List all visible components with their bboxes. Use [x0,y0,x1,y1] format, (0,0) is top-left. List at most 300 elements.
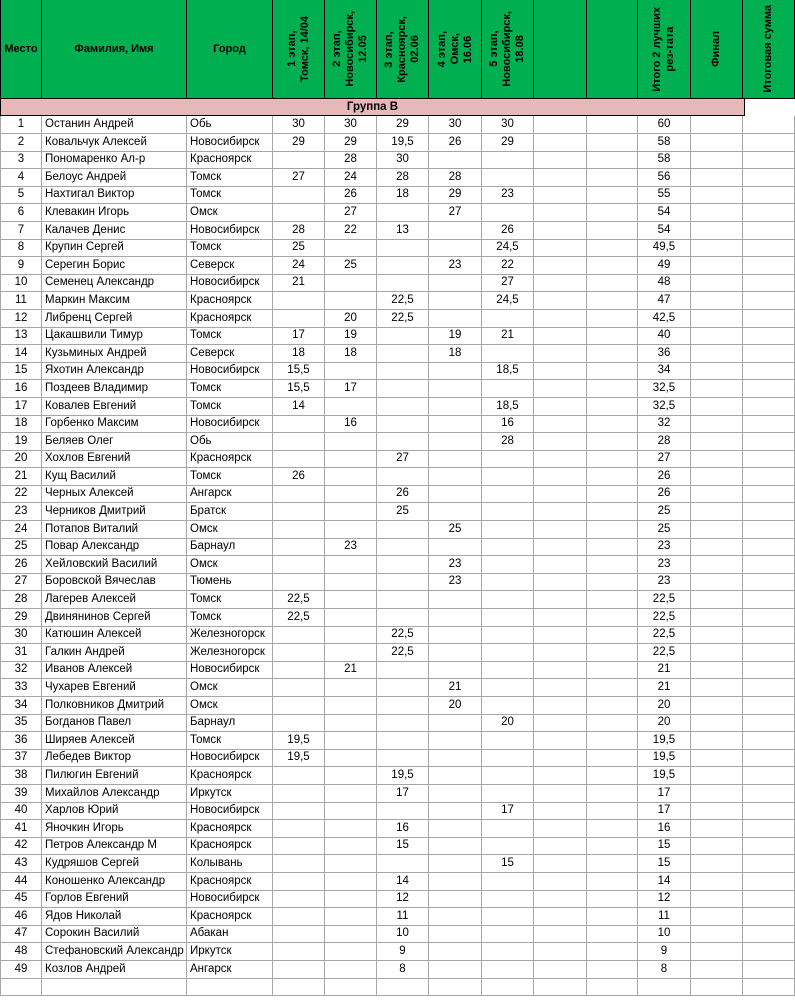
cell-empty-2[interactable] [587,767,638,785]
cell-city[interactable]: Колывань [187,855,273,873]
cell-empty[interactable] [534,274,587,292]
cell-best2[interactable] [638,978,691,996]
cell-empty-2[interactable] [587,380,638,398]
cell-stage3[interactable]: 11 [377,908,429,926]
cell-place[interactable]: 24 [0,521,42,539]
cell-empty[interactable] [534,908,587,926]
cell-total[interactable] [743,925,795,943]
cell-final[interactable] [691,538,743,556]
cell-final[interactable] [691,468,743,486]
cell-empty-2[interactable] [587,573,638,591]
cell-final[interactable] [691,573,743,591]
cell-stage4[interactable] [429,362,482,380]
cell-stage3[interactable] [377,697,429,715]
cell-stage1[interactable] [273,785,325,803]
cell-total[interactable] [743,820,795,838]
cell-empty-2[interactable] [587,222,638,240]
cell-stage1[interactable] [273,890,325,908]
cell-city[interactable]: Барнаул [187,714,273,732]
cell-stage4[interactable] [429,292,482,310]
cell-stage3[interactable] [377,327,429,345]
cell-stage1[interactable]: 27 [273,169,325,187]
cell-place[interactable]: 32 [0,661,42,679]
cell-stage3[interactable] [377,573,429,591]
cell-stage2[interactable] [325,820,377,838]
cell-stage1[interactable] [273,573,325,591]
cell-best2[interactable]: 16 [638,820,691,838]
cell-total[interactable] [743,679,795,697]
cell-best2[interactable]: 55 [638,186,691,204]
cell-city[interactable]: Томск [187,380,273,398]
cell-stage4[interactable] [429,239,482,257]
cell-stage5[interactable] [482,820,534,838]
cell-empty[interactable] [534,732,587,750]
cell-place[interactable]: 43 [0,855,42,873]
cell-stage5[interactable]: 24,5 [482,292,534,310]
cell-name[interactable]: Петров Александр М [42,837,187,855]
cell-total[interactable] [743,222,795,240]
cell-name[interactable]: Поздеев Владимир [42,380,187,398]
cell-total[interactable] [743,257,795,275]
cell-stage2[interactable] [325,961,377,979]
cell-stage2[interactable] [325,855,377,873]
cell-stage4[interactable] [429,837,482,855]
cell-best2[interactable]: 10 [638,925,691,943]
cell-stage1[interactable]: 24 [273,257,325,275]
cell-final[interactable] [691,961,743,979]
cell-stage5[interactable] [482,450,534,468]
cell-final[interactable] [691,714,743,732]
cell-total[interactable] [743,380,795,398]
cell-best2[interactable]: 21 [638,679,691,697]
cell-city[interactable]: Томск [187,609,273,627]
cell-stage5[interactable] [482,345,534,363]
cell-empty[interactable] [534,503,587,521]
cell-stage3[interactable] [377,415,429,433]
cell-place[interactable]: 8 [0,239,42,257]
cell-stage1[interactable] [273,292,325,310]
cell-city[interactable]: Обь [187,116,273,134]
cell-place[interactable]: 40 [0,802,42,820]
cell-name[interactable]: Козлов Андрей [42,961,187,979]
cell-empty-2[interactable] [587,978,638,996]
cell-empty[interactable] [534,837,587,855]
cell-stage1[interactable] [273,151,325,169]
cell-stage2[interactable] [325,978,377,996]
cell-stage4[interactable] [429,485,482,503]
cell-empty[interactable] [534,433,587,451]
cell-stage3[interactable]: 28 [377,169,429,187]
cell-final[interactable] [691,151,743,169]
cell-city[interactable]: Новосибирск [187,661,273,679]
cell-empty-2[interactable] [587,151,638,169]
cell-best2[interactable]: 20 [638,714,691,732]
cell-stage1[interactable]: 17 [273,327,325,345]
cell-best2[interactable]: 22,5 [638,644,691,662]
cell-empty-2[interactable] [587,873,638,891]
cell-total[interactable] [743,573,795,591]
cell-final[interactable] [691,398,743,416]
cell-stage2[interactable]: 24 [325,169,377,187]
cell-best2[interactable]: 15 [638,855,691,873]
cell-total[interactable] [743,538,795,556]
cell-stage5[interactable] [482,644,534,662]
cell-stage3[interactable] [377,345,429,363]
cell-stage4[interactable]: 29 [429,186,482,204]
cell-total[interactable] [743,591,795,609]
cell-stage3[interactable] [377,661,429,679]
cell-empty[interactable] [534,714,587,732]
cell-stage5[interactable] [482,873,534,891]
cell-empty[interactable] [534,362,587,380]
cell-name[interactable]: Белоус Андрей [42,169,187,187]
cell-stage1[interactable] [273,961,325,979]
cell-total[interactable] [743,785,795,803]
cell-stage4[interactable] [429,767,482,785]
cell-stage4[interactable]: 20 [429,697,482,715]
cell-empty-2[interactable] [587,661,638,679]
cell-place[interactable]: 33 [0,679,42,697]
cell-stage4[interactable] [429,398,482,416]
cell-stage5[interactable] [482,556,534,574]
cell-place[interactable]: 22 [0,485,42,503]
cell-empty[interactable] [534,978,587,996]
cell-stage1[interactable] [273,626,325,644]
cell-stage2[interactable] [325,485,377,503]
cell-name[interactable]: Пономаренко Ал-р [42,151,187,169]
cell-stage3[interactable] [377,274,429,292]
cell-name[interactable]: Кущ Василий [42,468,187,486]
cell-empty[interactable] [534,398,587,416]
cell-stage2[interactable] [325,591,377,609]
cell-stage1[interactable] [273,644,325,662]
cell-place[interactable]: 29 [0,609,42,627]
cell-name[interactable]: Стефановский Александр [42,943,187,961]
cell-best2[interactable]: 14 [638,873,691,891]
cell-stage1[interactable] [273,538,325,556]
cell-stage4[interactable] [429,961,482,979]
cell-city[interactable]: Иркутск [187,943,273,961]
cell-stage3[interactable]: 22,5 [377,310,429,328]
cell-place[interactable]: 27 [0,573,42,591]
cell-empty-2[interactable] [587,855,638,873]
cell-place[interactable]: 11 [0,292,42,310]
cell-city[interactable]: Красноярск [187,873,273,891]
cell-stage5[interactable]: 16 [482,415,534,433]
cell-name[interactable]: Ширяев Алексей [42,732,187,750]
cell-city[interactable]: Новосибирск [187,222,273,240]
cell-final[interactable] [691,978,743,996]
cell-stage4[interactable] [429,274,482,292]
cell-best2[interactable]: 23 [638,573,691,591]
cell-stage4[interactable] [429,503,482,521]
cell-empty-2[interactable] [587,961,638,979]
cell-place[interactable]: 35 [0,714,42,732]
cell-stage4[interactable] [429,415,482,433]
cell-stage5[interactable] [482,925,534,943]
cell-final[interactable] [691,204,743,222]
cell-name[interactable]: Семенец Александр [42,274,187,292]
cell-stage2[interactable] [325,785,377,803]
cell-final[interactable] [691,925,743,943]
cell-city[interactable]: Железногорск [187,626,273,644]
cell-city[interactable]: Красноярск [187,310,273,328]
cell-stage2[interactable]: 22 [325,222,377,240]
cell-stage1[interactable] [273,820,325,838]
cell-stage5[interactable] [482,485,534,503]
cell-stage2[interactable] [325,714,377,732]
cell-stage4[interactable] [429,538,482,556]
cell-name[interactable]: Лагерев Алексей [42,591,187,609]
cell-stage1[interactable] [273,925,325,943]
cell-stage4[interactable] [429,380,482,398]
cell-stage2[interactable] [325,802,377,820]
cell-empty[interactable] [534,151,587,169]
cell-final[interactable] [691,257,743,275]
cell-total[interactable] [743,714,795,732]
cell-best2[interactable]: 22,5 [638,626,691,644]
cell-stage1[interactable] [273,433,325,451]
cell-city[interactable]: Новосибирск [187,134,273,152]
cell-place[interactable]: 39 [0,785,42,803]
header-total[interactable] [743,0,795,99]
cell-final[interactable] [691,521,743,539]
cell-stage1[interactable]: 25 [273,239,325,257]
cell-stage5[interactable] [482,961,534,979]
cell-stage2[interactable] [325,943,377,961]
cell-total[interactable] [743,749,795,767]
cell-empty-2[interactable] [587,398,638,416]
cell-city[interactable]: Железногорск [187,644,273,662]
cell-empty-2[interactable] [587,362,638,380]
cell-city[interactable]: Новосибирск [187,802,273,820]
cell-total[interactable] [743,873,795,891]
cell-stage3[interactable]: 16 [377,820,429,838]
cell-stage3[interactable]: 22,5 [377,626,429,644]
cell-best2[interactable]: 42,5 [638,310,691,328]
cell-total[interactable] [743,609,795,627]
cell-empty-2[interactable] [587,556,638,574]
cell-best2[interactable]: 47 [638,292,691,310]
cell-stage5[interactable]: 28 [482,433,534,451]
cell-empty-2[interactable] [587,521,638,539]
cell-city[interactable]: Омск [187,556,273,574]
cell-total[interactable] [743,521,795,539]
cell-place[interactable]: 17 [0,398,42,416]
cell-city[interactable]: Новосибирск [187,415,273,433]
cell-empty-2[interactable] [587,679,638,697]
cell-stage5[interactable] [482,468,534,486]
cell-name[interactable]: Харлов Юрий [42,802,187,820]
cell-city[interactable]: Красноярск [187,450,273,468]
cell-name[interactable]: Боровской Вячеслав [42,573,187,591]
cell-stage2[interactable] [325,573,377,591]
cell-name[interactable]: Пилюгин Евгений [42,767,187,785]
cell-stage2[interactable] [325,292,377,310]
cell-total[interactable] [743,943,795,961]
cell-name[interactable]: Полковников Дмитрий [42,697,187,715]
cell-stage4[interactable] [429,890,482,908]
cell-empty-2[interactable] [587,609,638,627]
cell-stage1[interactable]: 28 [273,222,325,240]
cell-best2[interactable]: 54 [638,204,691,222]
cell-empty-2[interactable] [587,134,638,152]
header-empty[interactable] [534,0,587,99]
cell-place[interactable]: 47 [0,925,42,943]
cell-stage1[interactable] [273,204,325,222]
cell-stage5[interactable] [482,591,534,609]
cell-name[interactable]: Клевакин Игорь [42,204,187,222]
cell-city[interactable]: Томск [187,398,273,416]
header-stage2[interactable] [325,0,377,99]
cell-stage3[interactable]: 8 [377,961,429,979]
cell-best2[interactable]: 25 [638,521,691,539]
cell-stage1[interactable] [273,415,325,433]
cell-city[interactable]: Томск [187,732,273,750]
cell-stage5[interactable]: 23 [482,186,534,204]
cell-final[interactable] [691,890,743,908]
header-place[interactable] [0,0,42,99]
header-name[interactable] [42,0,187,99]
cell-stage1[interactable] [273,767,325,785]
cell-best2[interactable]: 19,5 [638,732,691,750]
cell-name[interactable]: Повар Александр [42,538,187,556]
cell-stage5[interactable]: 24,5 [482,239,534,257]
cell-final[interactable] [691,679,743,697]
cell-final[interactable] [691,661,743,679]
cell-stage4[interactable] [429,661,482,679]
cell-empty-2[interactable] [587,591,638,609]
cell-stage2[interactable] [325,450,377,468]
cell-best2[interactable]: 17 [638,785,691,803]
cell-stage2[interactable]: 25 [325,257,377,275]
group-title[interactable]: Группа В [0,99,745,116]
cell-stage1[interactable] [273,661,325,679]
cell-stage2[interactable]: 21 [325,661,377,679]
cell-stage2[interactable] [325,556,377,574]
cell-empty[interactable] [534,767,587,785]
cell-final[interactable] [691,362,743,380]
cell-empty[interactable] [534,134,587,152]
cell-stage5[interactable] [482,785,534,803]
cell-stage5[interactable] [482,626,534,644]
cell-empty[interactable] [534,538,587,556]
cell-total[interactable] [743,644,795,662]
cell-final[interactable] [691,222,743,240]
cell-stage5[interactable] [482,679,534,697]
cell-city[interactable]: Томск [187,591,273,609]
cell-place[interactable]: 10 [0,274,42,292]
cell-stage5[interactable]: 27 [482,274,534,292]
cell-empty-2[interactable] [587,204,638,222]
cell-stage1[interactable]: 21 [273,274,325,292]
cell-best2[interactable]: 17 [638,802,691,820]
cell-stage4[interactable] [429,943,482,961]
cell-total[interactable] [743,626,795,644]
cell-total[interactable] [743,169,795,187]
cell-empty[interactable] [534,820,587,838]
header-stage5[interactable] [482,0,534,99]
cell-name[interactable]: Яхотин Александр [42,362,187,380]
cell-final[interactable] [691,169,743,187]
cell-city[interactable]: Новосибирск [187,890,273,908]
cell-empty-2[interactable] [587,169,638,187]
cell-empty-2[interactable] [587,257,638,275]
cell-place[interactable]: 14 [0,345,42,363]
cell-stage4[interactable] [429,468,482,486]
cell-stage2[interactable] [325,433,377,451]
cell-best2[interactable]: 58 [638,151,691,169]
cell-name[interactable]: Коношенко Александр [42,873,187,891]
cell-stage5[interactable]: 26 [482,222,534,240]
cell-empty[interactable] [534,855,587,873]
cell-stage4[interactable] [429,433,482,451]
cell-empty-2[interactable] [587,890,638,908]
cell-stage2[interactable] [325,468,377,486]
cell-best2[interactable]: 28 [638,433,691,451]
cell-total[interactable] [743,186,795,204]
cell-final[interactable] [691,239,743,257]
cell-empty-2[interactable] [587,943,638,961]
cell-place[interactable]: 34 [0,697,42,715]
cell-city[interactable]: Красноярск [187,908,273,926]
cell-stage4[interactable] [429,873,482,891]
cell-place[interactable]: 46 [0,908,42,926]
header-best2[interactable] [638,0,691,99]
cell-city[interactable]: Красноярск [187,837,273,855]
cell-name[interactable]: Серегин Борис [42,257,187,275]
cell-empty-2[interactable] [587,749,638,767]
cell-empty-2[interactable] [587,503,638,521]
cell-stage4[interactable] [429,732,482,750]
cell-best2[interactable]: 56 [638,169,691,187]
cell-empty[interactable] [534,116,587,134]
cell-stage3[interactable]: 14 [377,873,429,891]
cell-total[interactable] [743,398,795,416]
cell-empty-2[interactable] [587,345,638,363]
cell-final[interactable] [691,820,743,838]
cell-place[interactable]: 16 [0,380,42,398]
cell-name[interactable]: Кудряшов Сергей [42,855,187,873]
cell-stage3[interactable]: 30 [377,151,429,169]
cell-stage4[interactable] [429,925,482,943]
cell-city[interactable]: Тюмень [187,573,273,591]
cell-empty-2[interactable] [587,644,638,662]
cell-empty[interactable] [534,679,587,697]
cell-place[interactable]: 4 [0,169,42,187]
cell-place[interactable]: 12 [0,310,42,328]
cell-stage4[interactable] [429,609,482,627]
cell-stage5[interactable]: 22 [482,257,534,275]
cell-stage2[interactable]: 30 [325,116,377,134]
cell-stage4[interactable] [429,310,482,328]
cell-empty-2[interactable] [587,538,638,556]
cell-stage1[interactable]: 19,5 [273,732,325,750]
cell-total[interactable] [743,450,795,468]
cell-empty-2[interactable] [587,274,638,292]
cell-best2[interactable]: 25 [638,503,691,521]
cell-stage4[interactable] [429,820,482,838]
cell-city[interactable]: Ангарск [187,485,273,503]
cell-name[interactable]: Калачев Денис [42,222,187,240]
cell-stage4[interactable]: 27 [429,204,482,222]
cell-stage5[interactable] [482,661,534,679]
cell-stage2[interactable] [325,521,377,539]
cell-empty[interactable] [534,697,587,715]
cell-stage4[interactable] [429,151,482,169]
cell-stage3[interactable] [377,380,429,398]
cell-best2[interactable]: 32,5 [638,398,691,416]
